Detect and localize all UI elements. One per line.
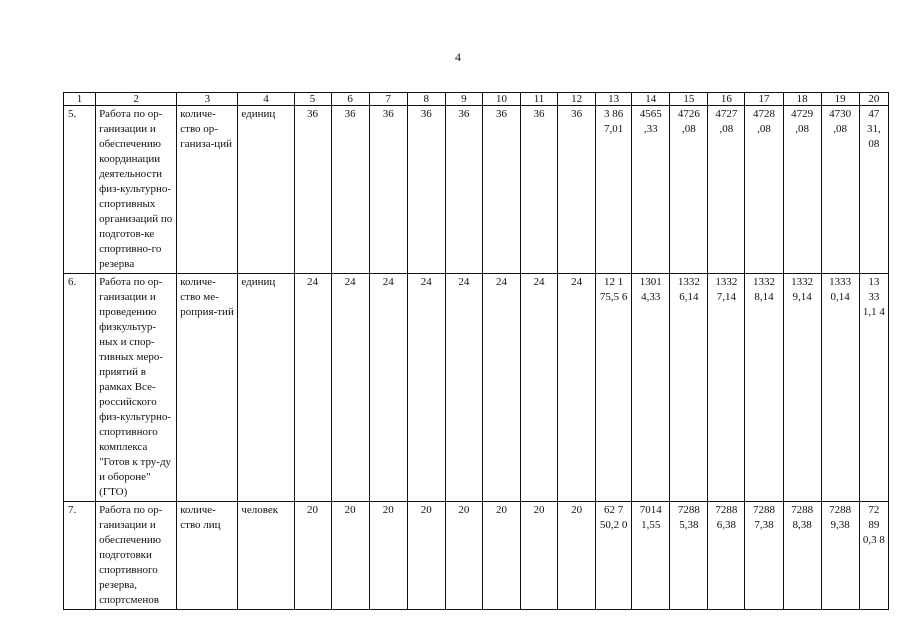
value-cell: 24 <box>558 274 596 502</box>
table-header-row <box>64 93 889 106</box>
header-cell: 2 <box>96 93 177 106</box>
value-cell: 20 <box>369 502 407 610</box>
amount-cell: 1332 7,14 <box>708 274 745 502</box>
value-cell: 36 <box>369 106 407 274</box>
header-cell: 9 <box>445 93 482 106</box>
value-cell: 36 <box>331 106 369 274</box>
header-cell: 10 <box>482 93 520 106</box>
amount-cell: 72 89 0,3 8 <box>859 502 888 610</box>
unit: единиц <box>238 106 294 274</box>
amount-cell: 1301 4,33 <box>632 274 670 502</box>
amount-cell: 13 33 1,1 4 <box>859 274 888 502</box>
header-cell: 8 <box>407 93 445 106</box>
amount-cell: 7288 9,38 <box>821 502 859 610</box>
header-cell: 11 <box>520 93 557 106</box>
header-cell: 20 <box>859 93 888 106</box>
value-cell: 20 <box>407 502 445 610</box>
value-cell: 36 <box>294 106 331 274</box>
value-cell: 36 <box>558 106 596 274</box>
header-cell: 18 <box>783 93 821 106</box>
amount-cell: 4728 ,08 <box>745 106 783 274</box>
data-table <box>63 92 889 610</box>
unit: единиц <box>238 274 294 502</box>
header-cell: 5 <box>294 93 331 106</box>
amount-cell: 4730 ,08 <box>821 106 859 274</box>
value-cell: 20 <box>445 502 482 610</box>
amount-cell: 4729 ,08 <box>783 106 821 274</box>
amount-cell: 1332 9,14 <box>783 274 821 502</box>
amount-cell: 62 7 50,2 0 <box>596 502 632 610</box>
value-cell: 24 <box>520 274 557 502</box>
table-row <box>64 106 889 274</box>
amount-cell: 47 31, 08 <box>859 106 888 274</box>
amount-cell: 3 86 7,01 <box>596 106 632 274</box>
amount-cell: 7288 7,38 <box>745 502 783 610</box>
header-cell: 1 <box>64 93 96 106</box>
value-cell: 24 <box>294 274 331 502</box>
header-cell: 15 <box>670 93 708 106</box>
work-name: Работа по ор-ганизации и обеспечению координации деятельности физ-культурно-спортивных организаций по подготов-ке спортивно-го резерва <box>96 106 177 274</box>
unit: человек <box>238 502 294 610</box>
amount-cell: 7288 8,38 <box>783 502 821 610</box>
amount-cell: 4726 ,08 <box>670 106 708 274</box>
value-cell: 20 <box>331 502 369 610</box>
amount-cell: 7014 1,55 <box>632 502 670 610</box>
page-number: 4 <box>455 50 461 64</box>
header-cell: 6 <box>331 93 369 106</box>
indicator-name: количе-ство ме-роприя-тий <box>177 274 238 502</box>
value-cell: 24 <box>331 274 369 502</box>
header-cell: 16 <box>708 93 745 106</box>
work-name: Работа по ор-ганизации и проведению физкультур-ных и спор-тивных меро-приятий в рамках Все-российского физ-культурно-спортивного комплекса "Готов к тру-ду и обороне" (ГТО) <box>96 274 177 502</box>
amount-cell: 12 1 75,5 6 <box>596 274 632 502</box>
amount-cell: 1332 6,14 <box>670 274 708 502</box>
header-cell: 4 <box>238 93 294 106</box>
row-number: 6. <box>64 274 96 502</box>
work-name: Работа по ор-ганизации и обеспечению подготовки спортивного резерва, спортсменов <box>96 502 177 610</box>
value-cell: 36 <box>407 106 445 274</box>
row-number: 7. <box>64 502 96 610</box>
amount-cell: 1333 0,14 <box>821 274 859 502</box>
amount-cell: 1332 8,14 <box>745 274 783 502</box>
value-cell: 24 <box>369 274 407 502</box>
header-cell: 7 <box>369 93 407 106</box>
value-cell: 36 <box>520 106 557 274</box>
value-cell: 36 <box>445 106 482 274</box>
value-cell: 24 <box>445 274 482 502</box>
table-row <box>64 274 889 502</box>
header-cell: 19 <box>821 93 859 106</box>
value-cell: 20 <box>482 502 520 610</box>
header-cell: 14 <box>632 93 670 106</box>
value-cell: 36 <box>482 106 520 274</box>
table-row <box>64 502 889 610</box>
value-cell: 24 <box>407 274 445 502</box>
amount-cell: 4727 ,08 <box>708 106 745 274</box>
amount-cell: 7288 5,38 <box>670 502 708 610</box>
header-cell: 3 <box>177 93 238 106</box>
value-cell: 20 <box>294 502 331 610</box>
header-cell: 17 <box>745 93 783 106</box>
indicator-name: количе-ство ор-ганиза-ций <box>177 106 238 274</box>
row-number: 5. <box>64 106 96 274</box>
indicator-name: количе-ство лиц <box>177 502 238 610</box>
value-cell: 20 <box>558 502 596 610</box>
amount-cell: 7288 6,38 <box>708 502 745 610</box>
header-cell: 13 <box>596 93 632 106</box>
value-cell: 24 <box>482 274 520 502</box>
amount-cell: 4565 ,33 <box>632 106 670 274</box>
header-cell: 12 <box>558 93 596 106</box>
value-cell: 20 <box>520 502 557 610</box>
